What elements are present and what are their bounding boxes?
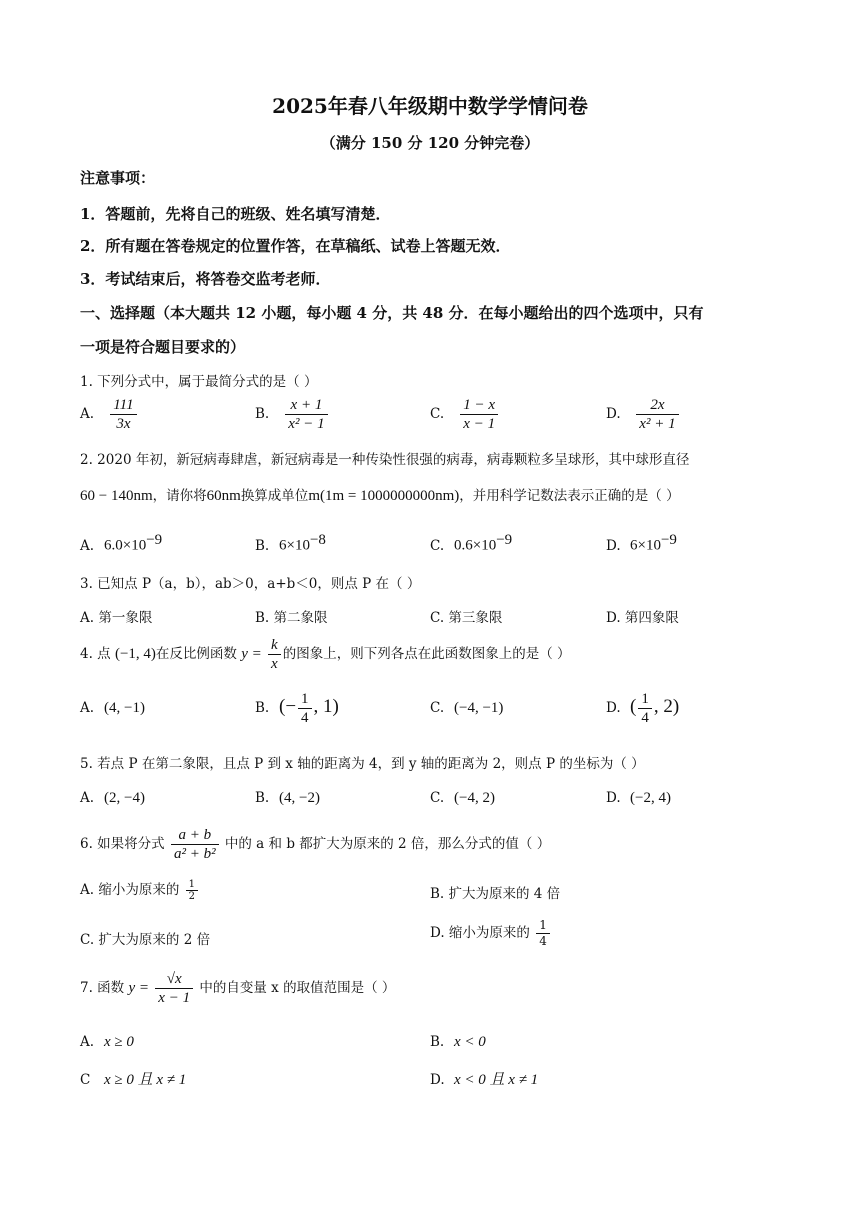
unit-m: m (308, 488, 320, 504)
fraction (636, 396, 678, 433)
q4-option-b (255, 690, 339, 727)
q6-option-d (430, 918, 552, 949)
numerator: √x (166, 971, 182, 987)
text: A. 缩小为原来的 (80, 882, 180, 898)
sci-base: 6×10 (279, 537, 310, 554)
fraction (285, 396, 327, 433)
q1-option-d (606, 396, 681, 433)
denominator: 3x (110, 414, 136, 433)
q4-stem (80, 636, 571, 673)
function-lhs: y = (241, 646, 262, 662)
denominator: 4 (298, 708, 312, 727)
q7-stem (80, 970, 395, 1007)
exam-subtitle: （满分 150 分 120 分钟完卷） (320, 134, 540, 152)
q2-stem-line1: 2. 2020 年初，新冠病毒肆虐，新冠病毒是一种传染性很强的病毒，病毒颗粒多呈球形，其中球形直径 (80, 452, 690, 468)
option-letter: A. (80, 537, 95, 554)
point: (−2, 4) (630, 790, 671, 806)
text: 在反比例函数 (155, 646, 237, 662)
range-value: 60 − 140nm (80, 488, 153, 504)
section-heading-line1: 一、选择题（本大题共 12 小题，每小题 4 分，共 48 分．在每小题给出的四个选项中，只有 (80, 304, 704, 322)
text: 中的 a 和 b 都扩大为原来的 2 倍，那么分式的值（ ） (224, 836, 551, 852)
sci-exponent: −9 (660, 532, 677, 548)
denominator: x (268, 654, 281, 673)
point: (4, −2) (279, 790, 320, 806)
q2-option-d (606, 532, 677, 555)
q3-option-a: A. 第一象限 (80, 610, 153, 626)
option-letter: D. (606, 700, 621, 716)
q4-option-a (80, 700, 145, 717)
q5-stem: 5. 若点 P 在第二象限，且点 P 到 x 轴的距离为 4，到 y 轴的距离为 2，则点 P 的坐标为（ ） (80, 756, 645, 772)
fraction (536, 918, 550, 949)
condition: x < 0 且 x ≠ 1 (454, 1072, 539, 1088)
text: 的图象上，则下列各点在此函数图象上的是（ ） (282, 646, 571, 662)
q7-option-a (80, 1034, 134, 1051)
text: ，请你将 (152, 488, 207, 504)
condition: x ≥ 0 (104, 1034, 134, 1050)
option-letter: D. (430, 1072, 445, 1088)
q1-option-a (80, 396, 139, 433)
q1-option-b (255, 396, 330, 433)
text: 中的自变量 x 的取值范围是（ ） (199, 980, 396, 996)
option-letter: B. (255, 790, 270, 806)
option-letter: B. (255, 700, 270, 716)
q6-option-c: C. 扩大为原来的 2 倍 (80, 932, 211, 948)
q5-option-b (255, 790, 320, 807)
section-heading-line2: 一项是符合题目要求的） (80, 338, 246, 356)
fraction (268, 636, 281, 673)
option-letter: B. (255, 406, 270, 422)
sci-exponent: −9 (496, 532, 513, 548)
note-item-2: 2．所有题在答卷规定的位置作答，在草稿纸、试卷上答题无效． (80, 237, 511, 255)
option-letter: C (80, 1072, 91, 1088)
fraction (110, 396, 136, 433)
option-letter: C. (430, 700, 445, 716)
text: 6. 如果将分式 (80, 836, 165, 852)
numerator: 1 (188, 879, 196, 890)
q3-stem: 3. 已知点 P（a，b），ab＞0，a+b＜0，则点 P 在（ ） (80, 576, 421, 592)
condition: x ≥ 0 且 x ≠ 1 (104, 1072, 187, 1088)
option-letter: D. (606, 406, 621, 422)
denominator: a² + b² (171, 844, 219, 863)
sci-base: 6×10 (630, 537, 661, 554)
option-letter: A. (80, 1034, 95, 1050)
denominator: x² + 1 (636, 414, 678, 433)
q2-option-c (430, 532, 512, 555)
numerator: 111 (113, 397, 134, 413)
exam-title: 2025年春八年级期中数学学情问卷 (272, 94, 588, 118)
q7-option-c (80, 1068, 186, 1089)
q3-option-c: C. 第三象限 (430, 610, 503, 626)
point: (2, −4) (104, 790, 145, 806)
fraction (155, 970, 193, 1007)
function-lhs: y = (128, 980, 149, 996)
fraction (638, 690, 652, 727)
option-letter: D. (606, 537, 621, 554)
point-suffix: , 2) (653, 696, 680, 717)
q6-option-a (80, 878, 200, 902)
q7-option-b (430, 1034, 486, 1051)
q6-option-b: B. 扩大为原来的 4 倍 (430, 886, 561, 902)
text: ，并用科学记数法表示正确的是（ ） (459, 488, 680, 504)
point-suffix: , 1) (313, 696, 339, 717)
fraction (460, 396, 498, 433)
option-letter: C. (430, 790, 445, 806)
option-letter: B. (430, 1034, 445, 1050)
option-letter: C. (430, 537, 445, 554)
sci-exponent: −9 (146, 532, 163, 548)
point: (−4, 2) (454, 790, 495, 806)
numerator: 1 (539, 918, 547, 932)
q6-stem (80, 826, 550, 863)
option-letter: A. (80, 790, 95, 806)
q4-option-c (430, 700, 503, 717)
option-letter: A. (80, 700, 95, 716)
notes-heading: 注意事项： (80, 169, 156, 187)
fraction (186, 879, 198, 902)
unit-conversion: (1m = 1000000000nm) (319, 488, 460, 504)
q2-option-b (255, 532, 326, 555)
numerator: a + b (178, 827, 212, 843)
q4-option-d (606, 690, 679, 727)
q5-option-d (606, 790, 671, 807)
point-prefix: ( (630, 696, 637, 717)
denominator: x² − 1 (285, 414, 327, 433)
numerator: 1 − x (463, 397, 496, 413)
q7-option-d (430, 1068, 538, 1089)
condition: x < 0 (454, 1034, 486, 1050)
given-point: (−1, 4) (114, 646, 156, 662)
point: (4, −1) (104, 700, 145, 716)
denominator: 2 (186, 890, 198, 902)
option-letter: A. (80, 406, 95, 422)
fraction (298, 690, 312, 727)
numerator: 2x (650, 397, 665, 413)
denominator: 4 (638, 708, 652, 727)
q2-option-a (80, 532, 162, 555)
denominator: x − 1 (460, 414, 498, 433)
text: D. 缩小为原来的 (430, 925, 530, 941)
text: 换算成单位 (240, 488, 309, 504)
option-letter: D. (606, 790, 621, 806)
numerator: k (271, 637, 278, 653)
option-letter: C. (430, 406, 445, 422)
text: 4. 点 (80, 646, 111, 662)
value-60nm: 60nm (206, 488, 241, 504)
sci-exponent: −8 (309, 532, 326, 548)
text: 7. 函数 (80, 980, 125, 996)
q1-stem: 1. 下列分式中，属于最简分式的是（ ） (80, 374, 318, 390)
numerator: x + 1 (290, 397, 323, 413)
option-letter: B. (255, 537, 270, 554)
sci-base: 0.6×10 (454, 537, 497, 554)
numerator: 1 (301, 691, 309, 707)
point: (−4, −1) (454, 700, 504, 716)
note-item-1: 1．答题前，先将自己的班级、姓名填写清楚． (80, 205, 391, 223)
numerator: 1 (641, 691, 649, 707)
sci-base: 6.0×10 (104, 537, 147, 554)
denominator: 4 (536, 933, 550, 949)
q1-option-c (430, 396, 500, 433)
denominator: x − 1 (155, 988, 193, 1007)
point-prefix: (− (279, 696, 297, 717)
q3-option-b: B. 第二象限 (255, 610, 328, 626)
q3-option-d: D. 第四象限 (606, 610, 679, 626)
note-item-3: 3．考试结束后，将答卷交监考老师． (80, 270, 331, 288)
q2-stem-line2 (80, 484, 680, 505)
q5-option-a (80, 790, 145, 807)
q5-option-c (430, 790, 495, 807)
fraction (171, 826, 219, 863)
